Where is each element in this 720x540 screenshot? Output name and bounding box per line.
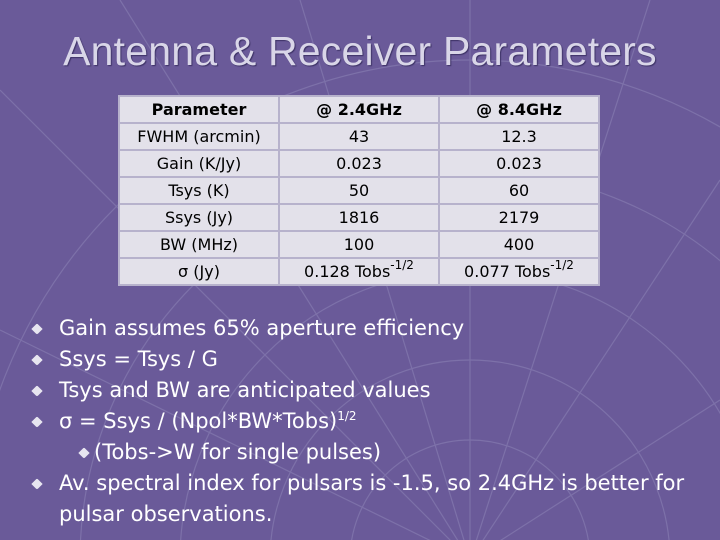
- bullet-item: [32, 344, 712, 375]
- bullet-item: [32, 406, 712, 437]
- param-cell: BW (MHz): [119, 231, 279, 258]
- value-2-4ghz: 100: [279, 231, 439, 258]
- sigma-value-text: 0.128 Tobs: [304, 262, 391, 281]
- sub-bullet-item: [32, 437, 712, 468]
- exponent: 1/2: [337, 409, 357, 423]
- bullet-text: Tsys and BW are anticipated values: [59, 378, 431, 402]
- value-2-4ghz: 43: [279, 123, 439, 150]
- diamond-bullet-icon: [78, 447, 89, 458]
- value-2-4ghz: 1816: [279, 204, 439, 231]
- bullet-list: [32, 313, 712, 530]
- value-8-4ghz: 0.023: [439, 150, 599, 177]
- table-row: [119, 258, 599, 285]
- table-row: [119, 204, 599, 231]
- value-2-4ghz: [279, 258, 439, 285]
- diamond-bullet-icon: [31, 323, 42, 334]
- bullet-text: σ = Ssys / (Npol*BW*Tobs): [59, 409, 338, 433]
- bullet-item: [32, 375, 712, 406]
- value-8-4ghz: 400: [439, 231, 599, 258]
- sigma-value-text: 0.077 Tobs: [464, 262, 551, 281]
- param-cell: Ssys (Jy): [119, 204, 279, 231]
- value-8-4ghz: [439, 258, 599, 285]
- exponent: -1/2: [550, 258, 574, 272]
- bullet-text: Gain assumes 65% aperture efficiency: [59, 316, 465, 340]
- bullet-text: Av. spectral index for pulsars is -1.5, so 2.4GHz is better for pulsar observations.: [59, 471, 685, 526]
- table-header-row: [119, 96, 599, 123]
- parameters-table: [118, 95, 600, 286]
- value-2-4ghz: 0.023: [279, 150, 439, 177]
- diamond-bullet-icon: [31, 478, 42, 489]
- table-row: [119, 231, 599, 258]
- exponent: -1/2: [390, 258, 414, 272]
- diamond-bullet-icon: [31, 354, 42, 365]
- bullet-item: [32, 313, 712, 344]
- diamond-bullet-icon: [31, 416, 42, 427]
- header-parameter: Parameter: [119, 96, 279, 123]
- param-cell: FWHM (arcmin): [119, 123, 279, 150]
- value-8-4ghz: 60: [439, 177, 599, 204]
- header-2-4ghz: @ 2.4GHz: [279, 96, 439, 123]
- value-8-4ghz: 12.3: [439, 123, 599, 150]
- slide-title: Antenna & Receiver Parameters: [63, 28, 657, 74]
- table-row: [119, 123, 599, 150]
- table-row: [119, 177, 599, 204]
- bullet-text: (Tobs->W for single pulses): [94, 440, 382, 464]
- value-8-4ghz: 2179: [439, 204, 599, 231]
- value-2-4ghz: 50: [279, 177, 439, 204]
- table-row: [119, 150, 599, 177]
- param-cell: σ (Jy): [119, 258, 279, 285]
- param-cell: Gain (K/Jy): [119, 150, 279, 177]
- bullet-item: [32, 468, 712, 530]
- param-cell: Tsys (K): [119, 177, 279, 204]
- diamond-bullet-icon: [31, 385, 42, 396]
- bullet-text: Ssys = Tsys / G: [59, 347, 218, 371]
- header-8-4ghz: @ 8.4GHz: [439, 96, 599, 123]
